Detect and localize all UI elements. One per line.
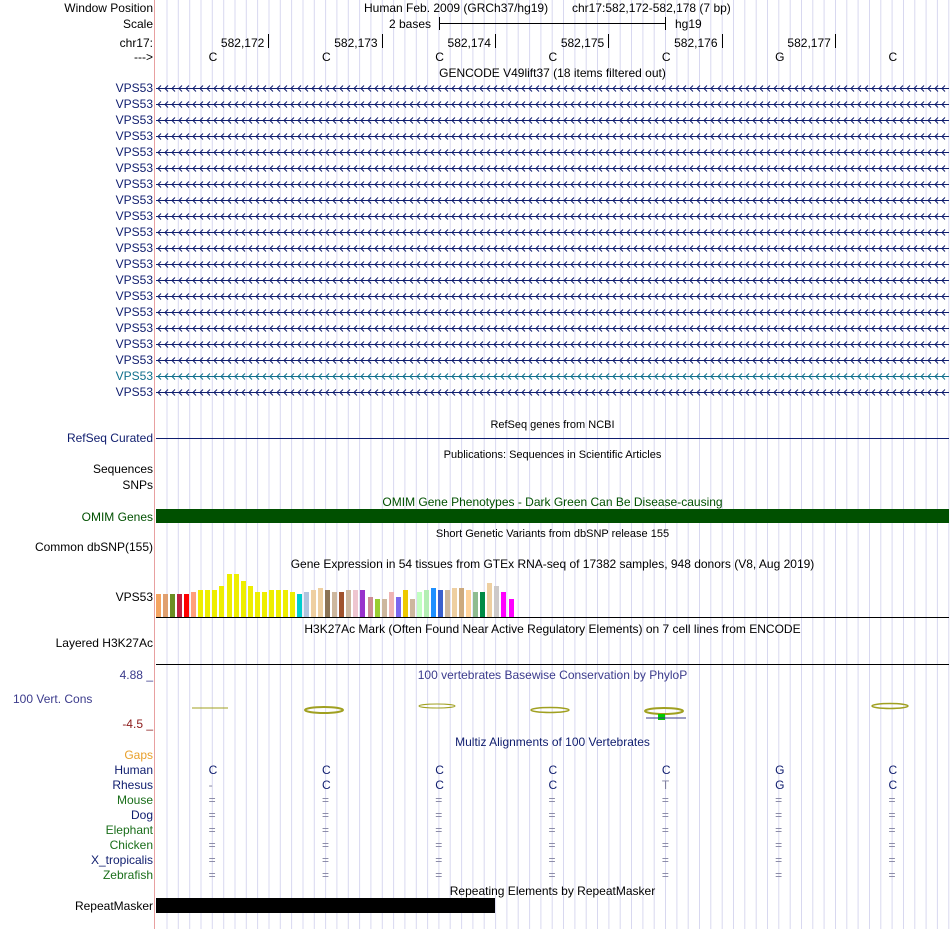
multiz-base: = <box>888 838 896 852</box>
multiz-base: = <box>661 838 669 852</box>
base-letter: G <box>775 50 785 64</box>
multiz-base: = <box>321 808 329 822</box>
coordinate-label: 582,173 <box>334 36 378 50</box>
multiz-base: = <box>321 868 329 882</box>
multiz-base: = <box>208 823 216 837</box>
multiz-base: = <box>548 838 556 852</box>
multiz-base: C <box>321 763 331 777</box>
dbsnp-title[interactable]: Short Genetic Variants from dbSNP release 155 <box>435 528 670 540</box>
multiz-species-label[interactable]: Mouse <box>116 793 153 807</box>
multiz-base: = <box>548 823 556 837</box>
gencode-gene-label[interactable]: VPS53 <box>115 369 153 383</box>
phylop-mark <box>305 707 343 713</box>
multiz-species-label[interactable]: Chicken <box>109 838 153 852</box>
gencode-gene-label[interactable]: VPS53 <box>115 353 153 367</box>
gencode-gene-label[interactable]: VPS53 <box>115 273 153 287</box>
multiz-base: = <box>888 793 896 807</box>
position-text[interactable]: chr17:582,172-582,178 (7 bp) <box>572 1 731 15</box>
gencode-gene-label[interactable]: VPS53 <box>115 241 153 255</box>
gencode-gene-label[interactable]: VPS53 <box>115 177 153 191</box>
base-letter: C <box>661 50 671 64</box>
multiz-base: C <box>548 763 558 777</box>
multiz-base: = <box>435 868 443 882</box>
gencode-gene-label[interactable]: VPS53 <box>115 289 153 303</box>
base-letter: C <box>321 50 331 64</box>
multiz-base: = <box>548 808 556 822</box>
gtex-title[interactable]: Gene Expression in 54 tissues from GTEx RNA-seq of 17382 samples, 948 donors (V8, Aug 2019) <box>290 557 815 571</box>
multiz-base: T <box>661 778 670 792</box>
coordinate-label: 582,174 <box>447 36 491 50</box>
omim-label[interactable]: OMIM Genes <box>81 510 153 524</box>
multiz-base: = <box>208 808 216 822</box>
multiz-base: = <box>321 793 329 807</box>
phylop-mark <box>658 714 665 720</box>
refseq-label[interactable]: RefSeq Curated <box>66 431 153 445</box>
multiz-base: = <box>208 793 216 807</box>
multiz-base: C <box>888 763 898 777</box>
multiz-base: = <box>435 808 443 822</box>
multiz-base: = <box>435 793 443 807</box>
multiz-base: = <box>888 853 896 867</box>
publications-sequences-label[interactable]: Sequences <box>92 462 153 476</box>
assembly-text: Human Feb. 2009 (GRCh37/hg19) <box>364 1 549 15</box>
multiz-gaps-label: Gaps <box>124 748 153 762</box>
multiz-species-label[interactable]: Human <box>114 763 153 777</box>
multiz-base: C <box>888 778 898 792</box>
base-letter: C <box>888 50 898 64</box>
multiz-base: = <box>548 868 556 882</box>
multiz-base: - <box>208 778 213 792</box>
gtex-label[interactable]: VPS53 <box>115 590 153 604</box>
multiz-base: = <box>548 793 556 807</box>
multiz-base: = <box>888 868 896 882</box>
multiz-base: G <box>775 763 785 777</box>
gencode-title[interactable]: GENCODE V49lift37 (18 items filtered out) <box>439 66 666 80</box>
multiz-species-label[interactable]: Dog <box>130 808 153 822</box>
omim-title[interactable]: OMIM Gene Phenotypes - Dark Green Can Be Disease-causing <box>382 495 723 509</box>
multiz-title[interactable]: Multiz Alignments of 100 Vertebrates <box>455 735 650 749</box>
phylop-min-label: -4.5 _ <box>122 717 153 731</box>
multiz-base: C <box>435 778 444 792</box>
multiz-base: C <box>208 763 218 777</box>
scale-db: hg19 <box>675 17 702 31</box>
multiz-base: = <box>775 853 783 867</box>
multiz-base: = <box>775 808 783 822</box>
gencode-gene-label[interactable]: VPS53 <box>115 161 153 175</box>
gencode-gene-label[interactable]: VPS53 <box>115 225 153 239</box>
gencode-gene-label[interactable]: VPS53 <box>115 209 153 223</box>
multiz-base: = <box>661 793 669 807</box>
repeatmasker-label[interactable]: RepeatMasker <box>74 899 153 913</box>
multiz-base: C <box>435 763 444 777</box>
multiz-base: = <box>321 838 329 852</box>
multiz-species-label[interactable]: X_tropicalis <box>90 853 153 867</box>
multiz-base: = <box>888 808 896 822</box>
multiz-base: = <box>661 868 669 882</box>
multiz-base: = <box>661 823 669 837</box>
phylop-label[interactable]: 100 Vert. Cons <box>13 692 93 706</box>
base-letter: C <box>548 50 558 64</box>
scale-label: Scale <box>122 17 153 31</box>
multiz-base: = <box>775 823 783 837</box>
multiz-base: = <box>208 853 216 867</box>
gencode-gene-label[interactable]: VPS53 <box>115 145 153 159</box>
gencode-gene-label[interactable]: VPS53 <box>115 305 153 319</box>
multiz-base: = <box>775 868 783 882</box>
gencode-gene-label[interactable]: VPS53 <box>115 97 153 111</box>
multiz-base: = <box>321 853 329 867</box>
multiz-base: = <box>208 838 216 852</box>
multiz-species-label[interactable]: Zebrafish <box>102 868 153 882</box>
gencode-gene-label[interactable]: VPS53 <box>115 81 153 95</box>
multiz-base: = <box>548 853 556 867</box>
gencode-gene-label[interactable]: VPS53 <box>115 257 153 271</box>
coordinate-label: 582,176 <box>674 36 718 50</box>
multiz-base: C <box>321 778 331 792</box>
coordinate-label: 582,175 <box>560 36 605 50</box>
multiz-base: C <box>661 763 671 777</box>
multiz-base: = <box>435 823 443 837</box>
multiz-base: G <box>775 778 785 792</box>
base-letter: C <box>208 50 218 64</box>
h3k27ac-label[interactable]: Layered H3K27Ac <box>55 636 153 650</box>
multiz-base: = <box>435 853 443 867</box>
gencode-gene-label[interactable]: VPS53 <box>115 129 153 143</box>
phylop-max-label: 4.88 _ <box>119 668 153 682</box>
multiz-base: = <box>321 823 329 837</box>
multiz-base: = <box>208 868 216 882</box>
gencode-gene-label[interactable]: VPS53 <box>115 321 153 335</box>
gencode-gene-label[interactable]: VPS53 <box>115 385 153 399</box>
multiz-species-label[interactable]: Elephant <box>105 823 153 837</box>
multiz-base: = <box>775 838 783 852</box>
coordinate-label: 582,177 <box>787 36 831 50</box>
publications-title[interactable]: Publications: Sequences in Scientific Articles <box>443 449 662 461</box>
coordinate-label: 582,172 <box>220 36 265 50</box>
base-letter: C <box>435 50 444 64</box>
refseq-title[interactable]: RefSeq genes from NCBI <box>490 419 615 431</box>
publications-snps-label[interactable]: SNPs <box>122 478 153 492</box>
multiz-base: = <box>888 823 896 837</box>
dbsnp-label[interactable]: Common dbSNP(155) <box>34 540 153 554</box>
multiz-base: = <box>661 853 669 867</box>
multiz-base: = <box>435 838 443 852</box>
phylop-mark <box>419 704 455 708</box>
multiz-base: = <box>775 793 783 807</box>
window-position-label: Window Position <box>64 1 153 15</box>
multiz-base: = <box>661 808 669 822</box>
phylop-mark <box>872 704 908 709</box>
chrom-label: chr17: <box>119 36 153 50</box>
repeatmasker-title[interactable]: Repeating Elements by RepeatMasker <box>449 884 656 898</box>
phylop-title[interactable]: 100 vertebrates Basewise Conservation by PhyloP <box>417 668 688 682</box>
gencode-gene-label[interactable]: VPS53 <box>115 113 153 127</box>
strand-arrow-label: ---> <box>134 50 153 64</box>
gencode-gene-label[interactable]: VPS53 <box>115 337 153 351</box>
h3k27ac-title[interactable]: H3K27Ac Mark (Often Found Near Active Regulatory Elements) on 7 cell lines from ENCODE <box>304 622 801 636</box>
scale-text: 2 bases <box>389 17 432 31</box>
phylop-mark <box>531 708 569 713</box>
gencode-gene-label[interactable]: VPS53 <box>115 193 153 207</box>
multiz-base: C <box>548 778 558 792</box>
phylop-mark <box>645 708 683 714</box>
repeatmasker-bar[interactable] <box>156 898 495 913</box>
multiz-species-label[interactable]: Rhesus <box>112 778 153 792</box>
